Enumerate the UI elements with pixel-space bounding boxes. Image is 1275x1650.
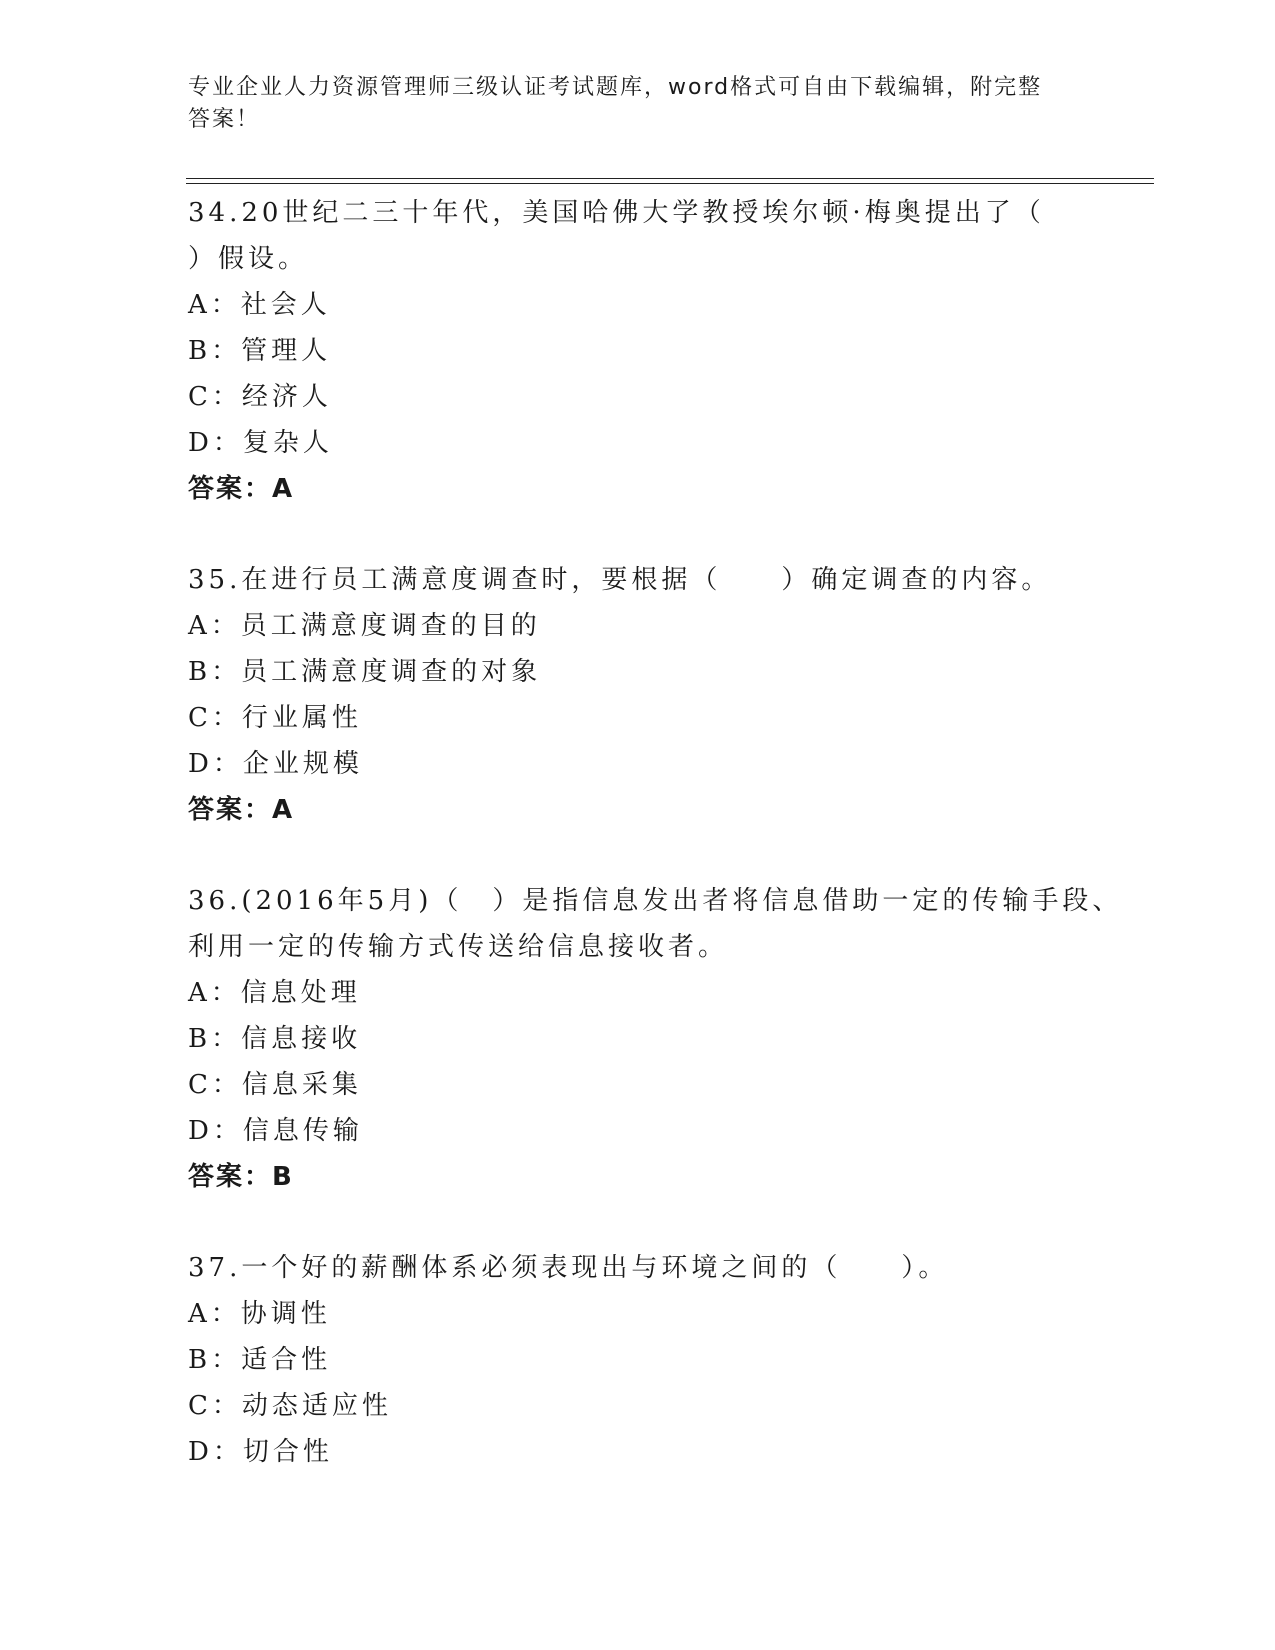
question-stem: 37.一个好的薪酬体系必须表现出与环境之间的（ ）。 <box>188 1253 949 1283</box>
header-divider-bottom <box>186 183 1154 184</box>
question-stem-continued: 利用一定的传输方式传送给信息接收者。 <box>188 932 729 962</box>
option-c: C：信息采集 <box>188 1070 362 1100</box>
option-d: D：企业规模 <box>188 749 363 779</box>
question-list <box>188 190 1123 1475</box>
option-d: D：复杂人 <box>188 428 333 458</box>
answer-label: 答案：B <box>188 1162 294 1192</box>
header-text-line2: 答案！ <box>188 107 261 132</box>
question-stem: 34.20世纪二三十年代，美国哈佛大学教授埃尔顿·梅奥提出了（ <box>188 198 1045 228</box>
option-a: A：社会人 <box>188 290 331 320</box>
answer-label: 答案：A <box>188 795 295 825</box>
document-header <box>188 72 1068 136</box>
question-stem: 36.(2016年5月)（ ）是指信息发出者将信息借助一定的传输手段、 <box>188 886 1123 916</box>
option-a: A：员工满意度调查的目的 <box>188 611 541 641</box>
option-d: D：信息传输 <box>188 1116 363 1146</box>
question-stem-continued: ）假设。 <box>188 244 309 274</box>
header-divider-top <box>186 178 1154 179</box>
option-b: B：管理人 <box>188 336 332 366</box>
answer-label: 答案：A <box>188 474 295 504</box>
option-b: B：适合性 <box>188 1345 332 1375</box>
option-b: B：员工满意度调查的对象 <box>188 657 542 687</box>
question-37 <box>188 1245 1088 1475</box>
option-c: C：动态适应性 <box>188 1391 392 1421</box>
option-a: A：信息处理 <box>188 978 361 1008</box>
question-34 <box>188 190 1088 512</box>
question-36 <box>188 878 1123 1200</box>
option-b: B：信息接收 <box>188 1024 362 1054</box>
option-c: C：行业属性 <box>188 703 362 733</box>
question-35 <box>188 557 1088 833</box>
option-c: C：经济人 <box>188 382 332 412</box>
option-d: D：切合性 <box>188 1437 333 1467</box>
question-stem: 35.在进行员工满意度调查时，要根据（ ）确定调查的内容。 <box>188 565 1052 595</box>
header-text-line1: 专业企业人力资源管理师三级认证考试题库，word格式可自由下载编辑，附完整 <box>188 75 1043 100</box>
option-a: A：协调性 <box>188 1299 331 1329</box>
